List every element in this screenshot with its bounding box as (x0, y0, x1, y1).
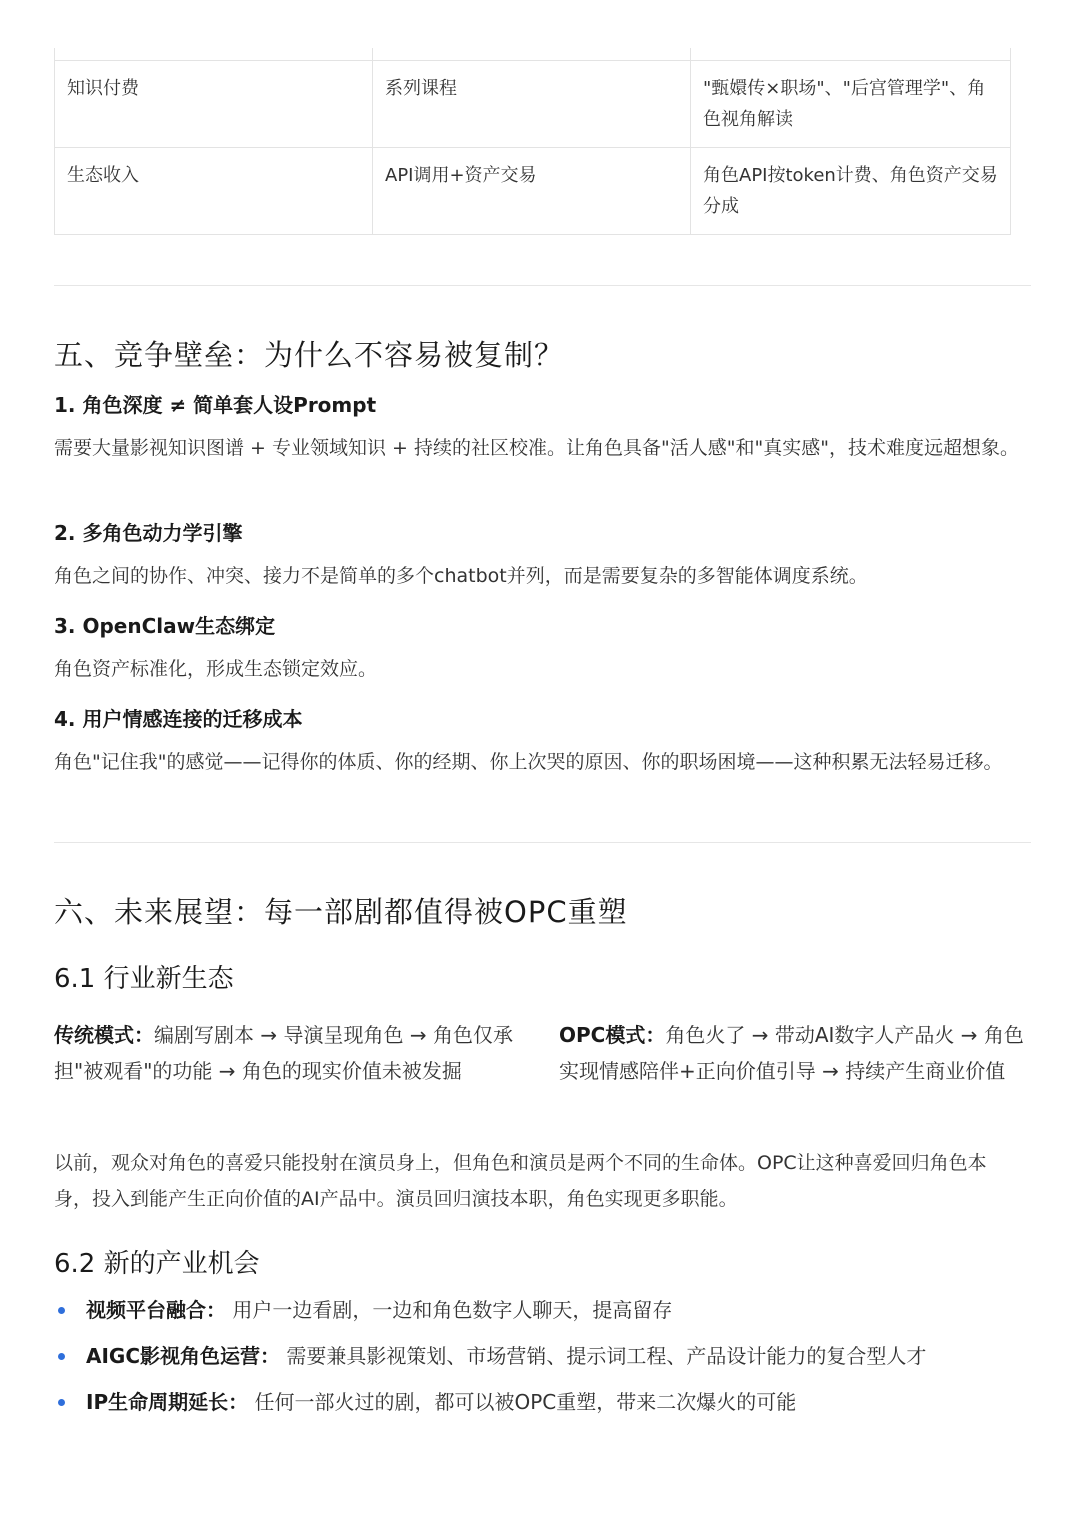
opportunity-list (54, 1292, 1024, 1430)
table-cell: API调用+资产交易 (373, 148, 691, 235)
list-item-label: IP生命周期延长： (86, 1390, 249, 1414)
barrier-body-2: 角色之间的协作、冲突、接力不是简单的多个chatbot并列，而是需要复杂的多智能体调度系统。 (54, 565, 868, 587)
traditional-mode-label: 传统模式： (54, 1023, 154, 1047)
table-cell: 角色API按token计费、角色资产交易分成 (691, 148, 1011, 235)
table-row (55, 148, 1011, 235)
bullet-dot-icon (58, 1353, 65, 1360)
section-divider (54, 285, 1031, 286)
list-item-label: 视频平台融合： (86, 1298, 226, 1322)
list-item (54, 1384, 1024, 1430)
table-cell: "甄嬛传×职场"、"后宫管理学"、角色视角解读 (691, 61, 1011, 148)
section5-title: 五、竞争壁垒：为什么不容易被复制？ (54, 338, 565, 372)
ecosystem-paragraph: 以前，观众对角色的喜爱只能投射在演员身上，但角色和演员是两个不同的生命体。OPC让这种喜爱回归角色本身，投入到能产生正向价值的AI产品中。演员回归演技本职，角色实现更多职能。 (54, 1152, 987, 1210)
section-divider (54, 842, 1031, 843)
opc-mode (559, 1017, 1024, 1089)
opc-mode-label: OPC模式： (559, 1023, 666, 1047)
opc-mode-text: 角色火了 → 带动AI数字人产品火 → 角色实现情感陪伴+正向价值引导 → 持续产生商业价值 (559, 1023, 1024, 1083)
table-cell: 知识付费 (55, 61, 373, 148)
table-row-partial (55, 48, 1011, 61)
barrier-body-3: 角色资产标准化，形成生态锁定效应。 (54, 658, 378, 680)
barrier-body-1: 需要大量影视知识图谱 + 专业领域知识 + 持续的社区校准。让角色具备"活人感"和"真实感"，技术难度远超想象。 (54, 437, 1019, 459)
subsection-title-6-1: 6.1 行业新生态 (54, 964, 234, 994)
barrier-heading-1: 1. 角色深度 ≠ 简单套人设Prompt (54, 393, 377, 417)
barrier-heading-4: 4. 用户情感连接的迁移成本 (54, 707, 303, 731)
list-item-text: 需要兼具影视策划、市场营销、提示词工程、产品设计能力的复合型人才 (286, 1344, 927, 1368)
barrier-heading-2: 2. 多角色动力学引擎 (54, 521, 243, 545)
bullet-dot-icon (58, 1399, 65, 1406)
list-item-text: 用户一边看剧，一边和角色数字人聊天，提高留存 (232, 1298, 673, 1322)
list-item (54, 1338, 1024, 1384)
barrier-body-4: 角色"记住我"的感觉——记得你的体质、你的经期、你上次哭的原因、你的职场困境——这种积累无法轻易迁移。 (54, 751, 1003, 773)
list-item-label: AIGC影视角色运营： (86, 1344, 281, 1368)
revenue-table (54, 48, 1011, 235)
list-item-text: 任何一部火过的剧，都可以被OPC重塑，带来二次爆火的可能 (254, 1390, 797, 1414)
bullet-dot-icon (58, 1307, 65, 1314)
table-row (55, 61, 1011, 148)
table-cell: 系列课程 (373, 61, 691, 148)
section6-title: 六、未来展望：每一部剧都值得被OPC重塑 (54, 895, 628, 929)
table-cell: 生态收入 (55, 148, 373, 235)
barrier-heading-3: 3. OpenClaw生态绑定 (54, 614, 276, 638)
traditional-mode-text: 编剧写剧本 → 导演呈现角色 → 角色仅承担"被观看"的功能 → 角色的现实价值未被发掘 (54, 1023, 513, 1083)
subsection-title-6-2: 6.2 新的产业机会 (54, 1249, 260, 1279)
traditional-mode (54, 1017, 524, 1089)
list-item (54, 1292, 1024, 1338)
